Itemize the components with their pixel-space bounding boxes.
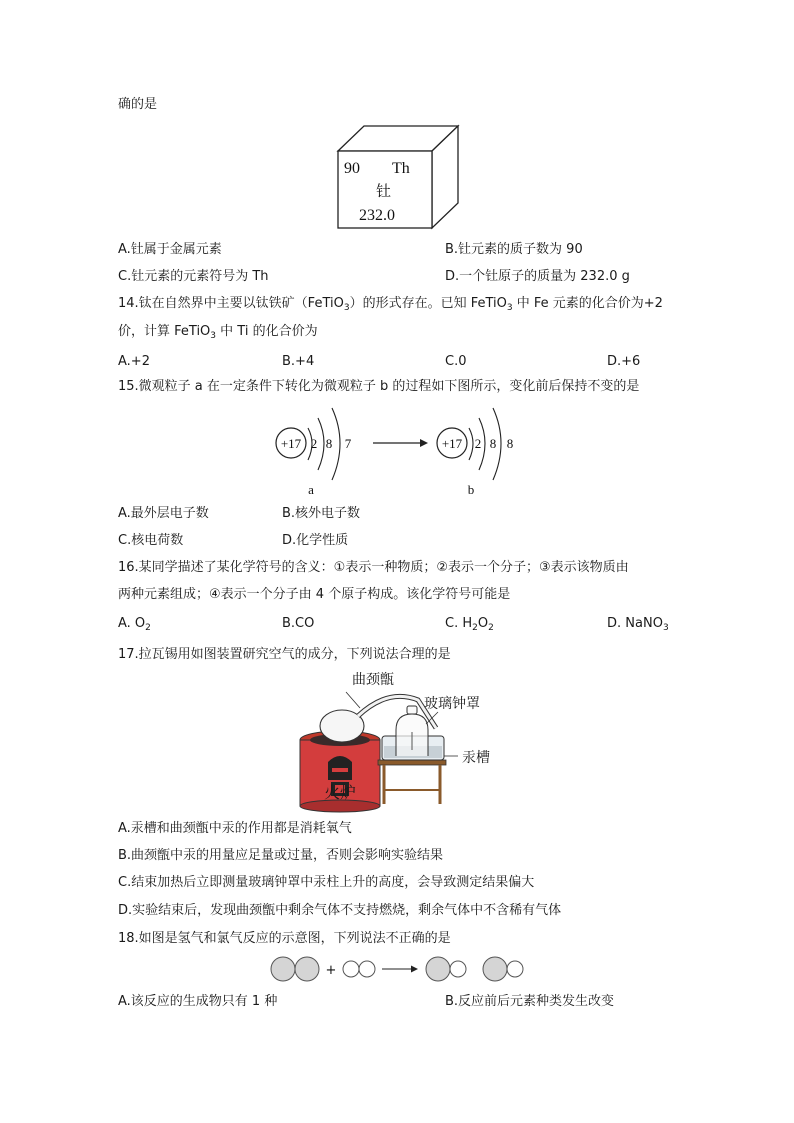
element-name: 钍 xyxy=(376,182,392,200)
q13-option-a[interactable]: A.钍属于金属元素 xyxy=(118,242,222,257)
element-card-thorium xyxy=(336,125,462,230)
q13-stem-tail: 确的是 xyxy=(118,97,158,112)
label-trough: 汞槽 xyxy=(462,750,490,766)
q18-stem: 18.如图是氢气和氯气反应的示意图，下列说法不正确的是 xyxy=(118,931,451,946)
particle-a-label: a xyxy=(308,482,314,497)
q16-option-a[interactable]: A. $O_2$ xyxy=(118,616,151,633)
label-furnace: 火炉 xyxy=(323,783,357,802)
q17-stem: 17.拉瓦锡用如图装置研究空气的成分，下列说法合理的是 xyxy=(118,647,451,662)
plus-sign: + xyxy=(325,963,337,978)
q17-option-c[interactable]: C.结束加热后立即测量玻璃钟罩中汞柱上升的高度，会导致测定结果偏大 xyxy=(118,875,535,890)
q15-option-b[interactable]: B.核外电子数 xyxy=(282,506,361,521)
particle-a-shell-1: 2 xyxy=(310,436,318,451)
q16-stem-line1: 16.某同学描述了某化学符号的含义：①表示一种物质；②表示一个分子；③表示该物质由 xyxy=(118,560,629,575)
element-symbol: Th xyxy=(392,160,410,177)
q17-option-d[interactable]: D.实验结束后，发现曲颈甑中剩余气体不支持燃烧，剩余气体中不含稀有气体 xyxy=(118,903,562,918)
q13-option-d[interactable]: D.一个钍原子的质量为 232.0 g xyxy=(445,269,630,284)
particle-b-label: b xyxy=(467,482,475,497)
particle-b-shell-2: 8 xyxy=(489,436,497,451)
particle-a-nucleus: +17 xyxy=(280,436,302,451)
q15-option-d[interactable]: D.化学性质 xyxy=(282,533,349,548)
q17-option-b[interactable]: B.曲颈甑中汞的用量应足量或过量，否则会影响实验结果 xyxy=(118,848,444,863)
q18-option-a[interactable]: A.该反应的生成物只有 1 种 xyxy=(118,994,278,1009)
q15-option-c[interactable]: C.核电荷数 xyxy=(118,533,184,548)
q14-option-b[interactable]: B.+4 xyxy=(282,354,315,369)
particle-a-shell-2: 8 xyxy=(325,436,333,451)
particle-b-shell-3: 8 xyxy=(506,436,514,451)
q16-option-b[interactable]: B.CO xyxy=(282,616,315,631)
reaction-diagram xyxy=(268,955,528,985)
q16-stem-line2: 两种元素组成；④表示一个分子由 4 个原子构成。该化学符号可能是 xyxy=(118,587,511,602)
q17-option-a[interactable]: A.汞槽和曲颈甑中汞的作用都是消耗氧气 xyxy=(118,821,352,836)
q14-option-c[interactable]: C.0 xyxy=(445,354,467,369)
particle-a-shell-3: 7 xyxy=(344,436,352,451)
particle-b-shell-1: 2 xyxy=(474,436,482,451)
element-mass: 232.0 xyxy=(359,207,395,224)
lavoisier-apparatus-diagram xyxy=(298,670,498,812)
label-bell-jar: 玻璃钟罩 xyxy=(424,696,480,712)
q14-option-d[interactable]: D.+6 xyxy=(607,354,641,369)
q13-option-c[interactable]: C.钍元素的元素符号为 Th xyxy=(118,269,269,284)
particle-b-nucleus: +17 xyxy=(441,436,463,451)
atom-structure-diagram xyxy=(270,402,530,502)
label-retort: 曲颈甑 xyxy=(352,672,394,688)
element-number: 90 xyxy=(344,160,360,177)
q14-stem-line2: 价，计算 FeTiO$_3$ 中 Ti 的化合价为 xyxy=(118,324,318,341)
q14-stem-line1: 14.钛在自然界中主要以钛铁矿（FeTiO$_3$）的形式存在。已知 FeTiO$_3$ 中 Fe 元素的化合价为+2 xyxy=(118,296,663,313)
q18-option-b[interactable]: B.反应前后元素种类发生改变 xyxy=(445,994,615,1009)
q16-option-c[interactable]: C. $H_2O_2$ xyxy=(445,616,494,633)
q15-option-a[interactable]: A.最外层电子数 xyxy=(118,506,209,521)
q16-option-d[interactable]: D. NaNO$_3$ xyxy=(607,616,669,633)
q13-option-b[interactable]: B.钍元素的质子数为 90 xyxy=(445,242,583,257)
q15-stem: 15.微观粒子 a 在一定条件下转化为微观粒子 b 的过程如下图所示，变化前后保持不变的是 xyxy=(118,379,640,394)
q14-option-a[interactable]: A.+2 xyxy=(118,354,150,369)
